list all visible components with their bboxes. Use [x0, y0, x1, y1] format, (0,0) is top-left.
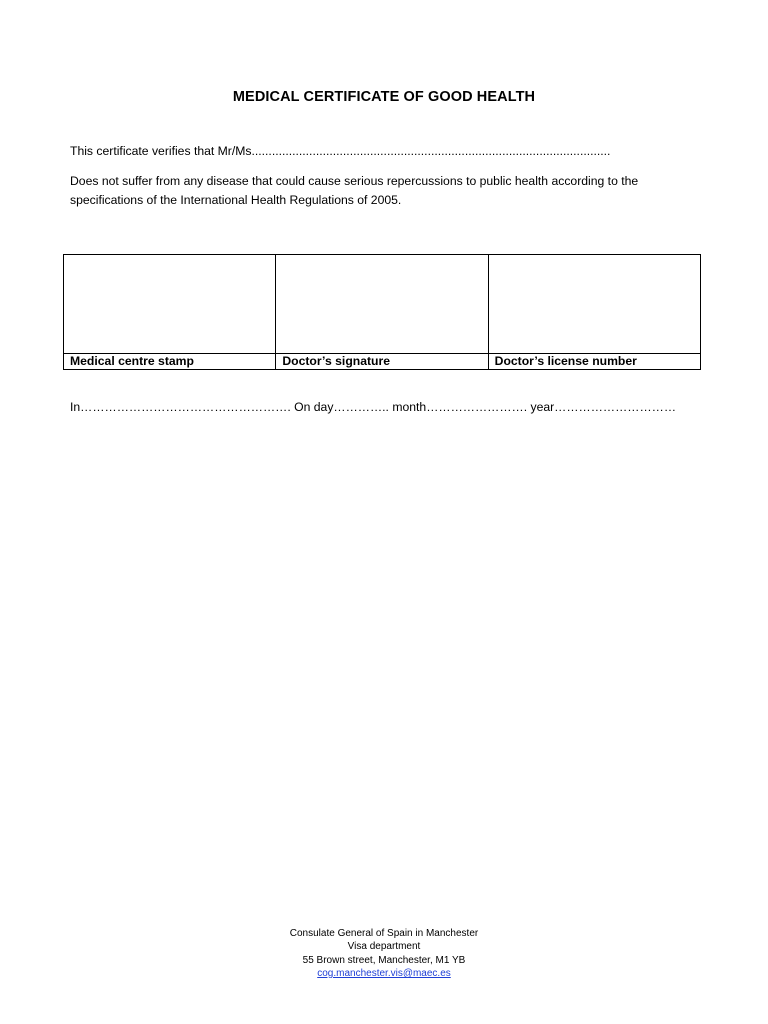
signature-box [276, 255, 488, 354]
footer-department: Visa department [347, 941, 421, 953]
stamp-box [64, 255, 276, 354]
license-label: Doctor’s license number [488, 354, 700, 370]
footer-email-link[interactable]: cog.manchester.vis@maec.es [317, 967, 451, 979]
page-title: MEDICAL CERTIFICATE OF GOOD HEALTH [232, 89, 536, 105]
stamp-label: Medical centre stamp [64, 354, 276, 370]
footer [0, 927, 768, 980]
statement-line-1: Does not suffer from any disease that could cause serious repercussions to public health according to the [70, 174, 639, 188]
verify-line: This certificate verifies that Mr/Ms.......................................................................................................... [70, 144, 611, 158]
footer-address: 55 Brown street, Manchester, M1 YB [302, 954, 466, 966]
license-box [488, 255, 700, 354]
place-date-line: In……………………………………………. On day………….. month……………………. year………………………… [70, 400, 677, 414]
footer-consulate: Consulate General of Spain in Manchester [289, 928, 479, 939]
statement-line-2: specifications of the International Health Regulations of 2005. [70, 193, 402, 207]
signature-table [63, 254, 701, 370]
signature-label: Doctor’s signature [276, 354, 488, 370]
